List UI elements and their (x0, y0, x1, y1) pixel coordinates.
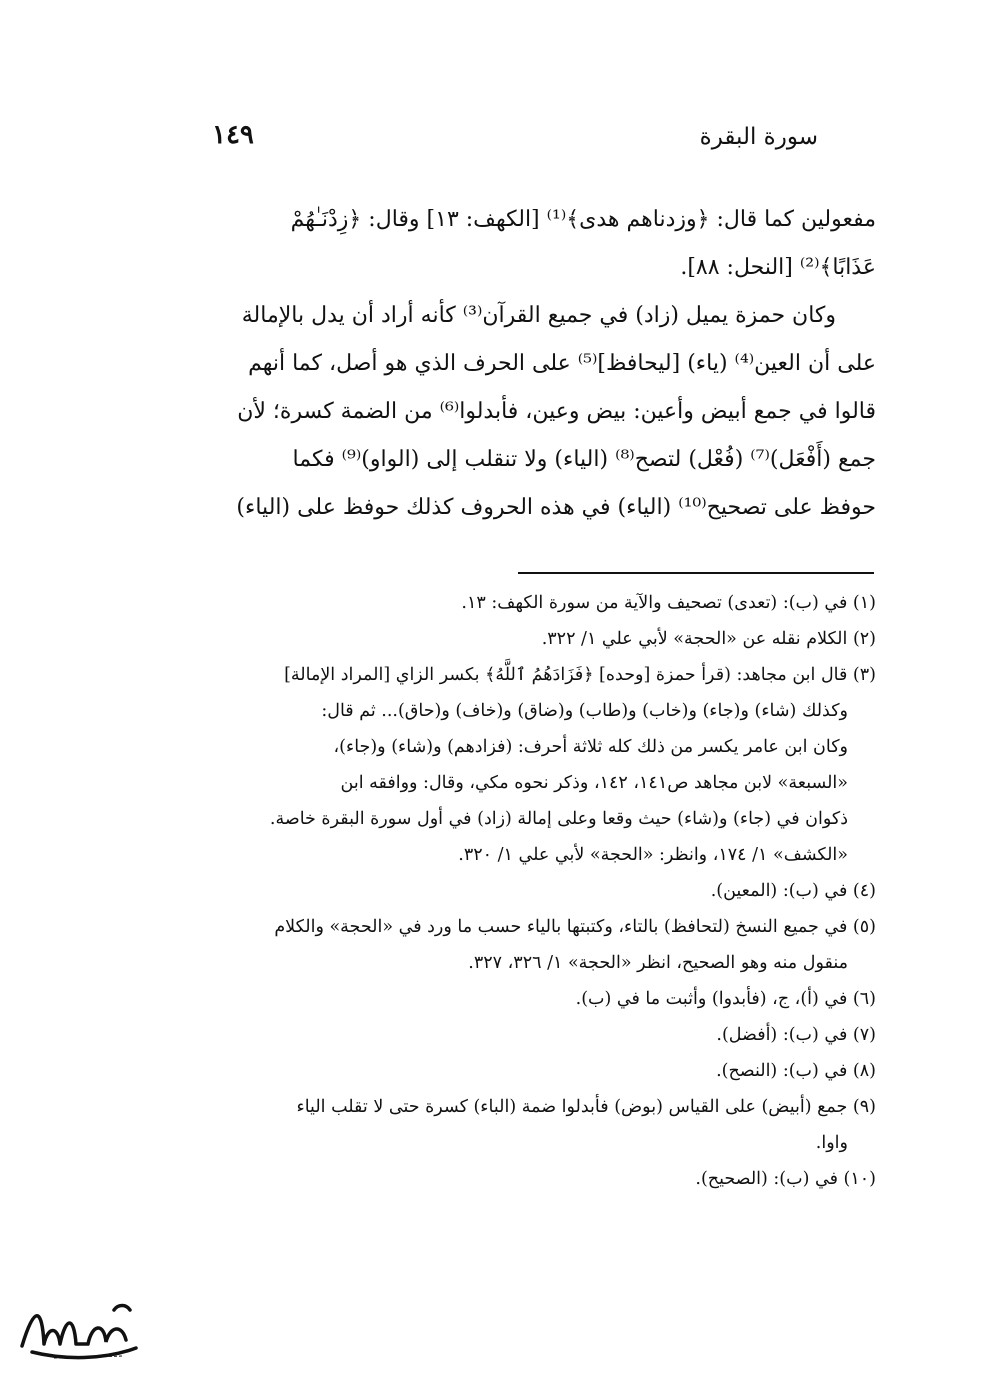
footnote-continuation: «السبعة» لابن مجاهد ص١٤١، ١٤٢، وذكر نحوه مكي، وقال: ووافقه ابن (340, 773, 848, 793)
text-line: قالوا في جمع أبيض وأعين: بيض وعين، فأبدلوا⁽⁶⁾ من الضمة كسرة؛ لأن (237, 399, 876, 424)
footnote: (٣) قال ابن مجاهد: (قرأ حمزة [وحده] ﴿فَزَادَهُمُ ٱللَّهُ﴾ بكسر الزاي [المراد الإمالة] (284, 665, 876, 685)
footnote: (٢) الكلام نقله عن «الحجة» لأبي علي ١/ ٣٢٢. (541, 629, 876, 649)
main-text (110, 196, 876, 532)
footnote: (٧) في (ب): (أفضل). (716, 1025, 876, 1045)
footnote-continuation: واوا. (815, 1133, 848, 1153)
footnote: (٨) في (ب): (النصح). (716, 1061, 876, 1081)
publisher-logo (14, 1296, 144, 1366)
footnote: (٩) جمع (أبيض) على القياس (بوض) فأبدلوا ضمة (الباء) كسرة حتى لا تقلب الياء (296, 1097, 876, 1117)
footnote-separator (518, 572, 874, 574)
footnote: (٥) في جميع النسخ (لتحافظ) بالتاء، وكتبتها بالياء حسب ما ورد في «الحجة» والكلام (274, 917, 876, 937)
footnote: (٦) في (أ)، ج، (فأبدوا) وأثبت ما في (ب). (575, 989, 876, 1009)
footnotes (110, 585, 876, 1197)
footnote-continuation: وكان ابن عامر يكسر من ذلك كله ثلاثة أحرف: (فزادهم) و(شاء) و(جاء)، (333, 737, 848, 757)
text-line: على أن العين⁽⁴⁾ (ياء) [ليحافظ]⁽⁵⁾ على الحرف الذي هو أصل، كما أنهم (248, 351, 876, 376)
text-line: حوفظ على تصحيح⁽¹⁰⁾ (الياء) في هذه الحروف كذلك حوفظ على (الياء) (236, 495, 876, 520)
page-number: ١٤٩ (212, 120, 254, 150)
text-line: وكان حمزة يميل (زاد) في جميع القرآن⁽³⁾ كأنه أراد أن يدل بالإمالة (241, 303, 836, 328)
text-line: عَذَابًا﴾⁽²⁾ [النحل: ٨٨]. (680, 255, 876, 280)
footnote-continuation: ذكوان في (جاء) و(شاء) حيث وقعا وعلى إمالة (زاد) في أول سورة البقرة خاصة. (269, 809, 848, 829)
footnote: (١) في (ب): (تعدى) تصحيف والآية من سورة الكهف: ١٣. (461, 593, 876, 613)
footnote: (٤) في (ب): (المعين). (710, 881, 876, 901)
footnote: (١٠) في (ب): (الصحيح). (695, 1169, 876, 1189)
footnote-continuation: «الكشف» ١/ ١٧٤، وانظر: «الحجة» لأبي علي ١/ ٣٢٠. (458, 845, 848, 865)
text-line: مفعولين كما قال: ﴿وزدناهم هدى﴾⁽¹⁾ [الكهف: ١٣] وقال: ﴿زِدْنَـٰهُمْ (290, 207, 876, 232)
running-header-title: سورة البقرة (699, 124, 818, 150)
footnote-continuation: منقول منه وهو الصحيح، انظر «الحجة» ١/ ٣٢٦، ٣٢٧. (468, 953, 848, 973)
text-line: جمع (أَفْعَل)⁽⁷⁾ (فُعْل) لتصح⁽⁸⁾ (الياء) ولا تنقلب إلى (الواو)⁽⁹⁾ فكما (292, 447, 876, 472)
footnote-continuation: وكذلك (شاء) و(جاء) و(خاب) و(طاب) و(ضاق) و(خاف) و(حاق)... ثم قال: (321, 701, 848, 721)
